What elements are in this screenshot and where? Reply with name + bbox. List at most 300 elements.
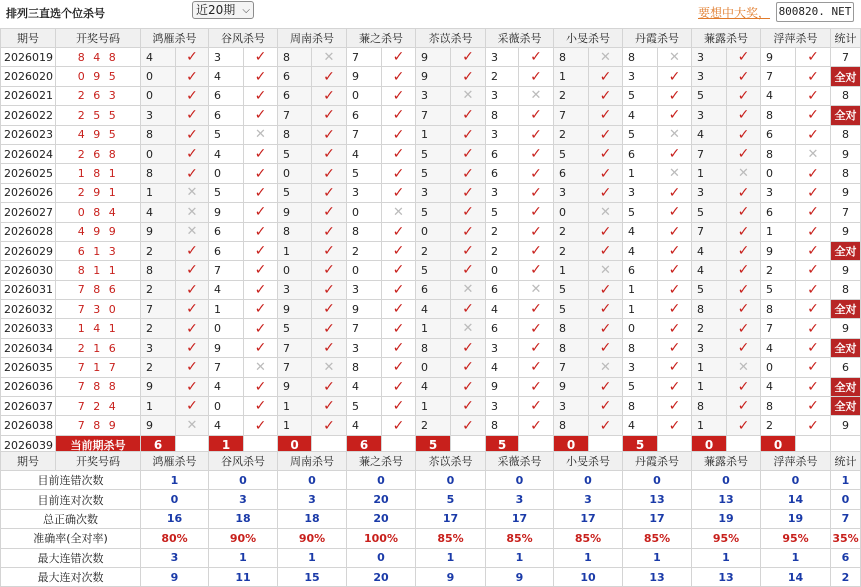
- summary-value: 20: [347, 509, 416, 528]
- period-cell: 2026024: [1, 144, 56, 163]
- kill-value-cell: 6: [416, 280, 451, 299]
- summary-value: 85%: [623, 529, 692, 548]
- summary-value: 18: [278, 509, 347, 528]
- cross-icon: ✕: [176, 222, 209, 241]
- kill-value-cell: 3: [486, 86, 519, 105]
- summary-row-label: 最大连对次数: [1, 567, 141, 586]
- table-row: [1, 48, 861, 67]
- draw-number-cell: 2 5 5: [56, 106, 141, 125]
- check-icon: ✓: [312, 416, 347, 435]
- column-header: 小旻杀号: [554, 29, 623, 48]
- kill-value-cell: 7: [209, 261, 244, 280]
- column-header: 蒹之杀号: [347, 29, 416, 48]
- kill-value-cell: 0: [486, 261, 519, 280]
- check-icon: ✓: [312, 222, 347, 241]
- current-kill-value: 5: [623, 435, 658, 454]
- summary-value: 1: [831, 471, 861, 490]
- check-icon: ✓: [382, 397, 416, 416]
- summary-value: 85%: [554, 529, 623, 548]
- period-cell: 2026036: [1, 377, 56, 396]
- check-icon: ✓: [244, 377, 278, 396]
- check-icon: ✓: [312, 338, 347, 357]
- kill-value-cell: 7: [141, 300, 176, 319]
- kill-value-cell: 5: [347, 397, 382, 416]
- kill-value-cell: 2: [141, 241, 176, 260]
- draw-number-cell: 2 6 3: [56, 86, 141, 105]
- check-icon: ✓: [727, 144, 761, 163]
- check-icon: ✓: [519, 67, 554, 86]
- summary-value: 17: [416, 509, 486, 528]
- draw-number-cell: 8 1 1: [56, 261, 141, 280]
- stat-cell: 全对: [831, 397, 861, 416]
- kill-value-cell: 3: [623, 67, 658, 86]
- cross-icon: ✕: [312, 358, 347, 377]
- kill-value-cell: 3: [278, 280, 312, 299]
- check-icon: ✓: [382, 319, 416, 338]
- summary-value: 95%: [692, 529, 761, 548]
- check-icon: ✓: [727, 300, 761, 319]
- check-icon: ✓: [727, 67, 761, 86]
- check-icon: ✓: [519, 203, 554, 222]
- check-icon: ✓: [519, 164, 554, 183]
- summary-value: 1: [416, 548, 486, 567]
- check-icon: ✓: [519, 241, 554, 260]
- check-icon: ✓: [658, 319, 692, 338]
- check-icon: ✓: [589, 241, 623, 260]
- check-icon: ✓: [658, 67, 692, 86]
- check-icon: ✓: [727, 203, 761, 222]
- kill-value-cell: 9: [416, 48, 451, 67]
- check-icon: ✓: [589, 106, 623, 125]
- check-icon: ✓: [244, 164, 278, 183]
- column-header: 鸿雁杀号: [141, 29, 209, 48]
- check-icon: ✓: [589, 319, 623, 338]
- cross-icon: ✕: [176, 416, 209, 435]
- check-icon: ✓: [176, 338, 209, 357]
- draw-number-cell: 0 9 5: [56, 67, 141, 86]
- period-cell: 2026035: [1, 358, 56, 377]
- check-icon: ✓: [244, 319, 278, 338]
- kill-value-cell: 0: [278, 261, 312, 280]
- stat-cell: 8: [831, 86, 861, 105]
- draw-number-cell: 6 1 3: [56, 241, 141, 260]
- check-icon: ✓: [658, 358, 692, 377]
- table-row: [1, 416, 861, 435]
- period-cell: 2026019: [1, 48, 56, 67]
- kill-value-cell: 9: [141, 222, 176, 241]
- check-icon: ✓: [451, 261, 486, 280]
- check-icon: ✓: [796, 164, 831, 183]
- kill-value-cell: 5: [554, 280, 589, 299]
- column-header: 统计: [831, 29, 861, 48]
- kill-value-cell: 4: [623, 241, 658, 260]
- kill-value-cell: 1: [623, 280, 658, 299]
- column-header: 期号: [1, 29, 56, 48]
- summary-value: 3: [278, 490, 347, 509]
- stat-cell: 全对: [831, 67, 861, 86]
- summary-value: 17: [554, 509, 623, 528]
- kill-value-cell: 3: [209, 48, 244, 67]
- kill-value-cell: 3: [486, 397, 519, 416]
- kill-value-cell: 8: [278, 125, 312, 144]
- draw-number-cell: 1 4 1: [56, 319, 141, 338]
- summary-value: 1: [623, 548, 692, 567]
- check-icon: ✓: [796, 319, 831, 338]
- kill-value-cell: 9: [416, 67, 451, 86]
- period-cell: 2026029: [1, 241, 56, 260]
- kill-value-cell: 7: [278, 358, 312, 377]
- kill-value-cell: 6: [209, 106, 244, 125]
- cross-icon: ✕: [176, 203, 209, 222]
- kill-value-cell: 5: [486, 203, 519, 222]
- check-icon: ✓: [244, 261, 278, 280]
- check-icon: ✓: [382, 241, 416, 260]
- summary-value: 10: [554, 567, 623, 586]
- table-row: [1, 280, 861, 299]
- draw-number-cell: 2 9 1: [56, 183, 141, 202]
- table-row: [1, 67, 861, 86]
- check-icon: ✓: [796, 416, 831, 435]
- kill-value-cell: 4: [416, 300, 451, 319]
- kill-value-cell: 8: [141, 261, 176, 280]
- kill-value-cell: 8: [692, 397, 727, 416]
- check-icon: ✓: [519, 397, 554, 416]
- top-bar: [0, 0, 854, 26]
- check-icon: ✓: [519, 338, 554, 357]
- check-icon: ✓: [796, 300, 831, 319]
- kill-value-cell: 6: [278, 86, 312, 105]
- summary-value: 17: [623, 509, 692, 528]
- kill-value-cell: 2: [141, 280, 176, 299]
- kill-value-cell: 4: [209, 67, 244, 86]
- check-icon: ✓: [796, 261, 831, 280]
- kill-value-cell: 4: [141, 203, 176, 222]
- cross-icon: ✕: [244, 358, 278, 377]
- cross-icon: ✕: [312, 48, 347, 67]
- check-icon: ✓: [589, 183, 623, 202]
- check-icon: ✓: [244, 241, 278, 260]
- kill-value-cell: 2: [761, 416, 796, 435]
- kill-value-cell: 4: [692, 125, 727, 144]
- summary-value: 13: [692, 567, 761, 586]
- kill-value-cell: 1: [141, 183, 176, 202]
- check-icon: ✓: [796, 338, 831, 357]
- summary-value: 9: [141, 567, 209, 586]
- check-icon: ✓: [519, 358, 554, 377]
- period-select[interactable]: [192, 1, 254, 19]
- check-icon: ✓: [589, 67, 623, 86]
- check-icon: ✓: [382, 280, 416, 299]
- kill-value-cell: 2: [554, 241, 589, 260]
- kill-value-cell: 6: [486, 144, 519, 163]
- kill-value-cell: 1: [554, 67, 589, 86]
- draw-number-cell: 7 3 0: [56, 300, 141, 319]
- check-icon: ✓: [589, 300, 623, 319]
- check-icon: ✓: [519, 300, 554, 319]
- check-icon: ✓: [176, 48, 209, 67]
- summary-value: 13: [692, 490, 761, 509]
- period-cell: 2026023: [1, 125, 56, 144]
- check-icon: ✓: [796, 183, 831, 202]
- stat-cell: 9: [831, 144, 861, 163]
- kill-value-cell: 2: [761, 261, 796, 280]
- column-header: 蒹之杀号: [347, 452, 416, 471]
- summary-row: [1, 529, 861, 548]
- kill-value-cell: 9: [761, 48, 796, 67]
- kill-value-cell: 4: [486, 358, 519, 377]
- check-icon: ✓: [727, 241, 761, 260]
- check-icon: ✓: [451, 183, 486, 202]
- kill-value-cell: 5: [209, 125, 244, 144]
- check-icon: ✓: [312, 106, 347, 125]
- column-header: 苶苡杀号: [416, 29, 486, 48]
- kill-value-cell: 9: [278, 300, 312, 319]
- summary-value: 0: [141, 490, 209, 509]
- kill-value-cell: 0: [416, 358, 451, 377]
- check-icon: ✓: [589, 144, 623, 163]
- kill-value-cell: 0: [141, 86, 176, 105]
- kill-value-cell: 9: [141, 377, 176, 396]
- summary-table: [0, 451, 861, 587]
- kill-value-cell: 5: [416, 203, 451, 222]
- check-icon: ✓: [244, 48, 278, 67]
- kill-value-cell: 5: [623, 203, 658, 222]
- table-row: [1, 397, 861, 416]
- kill-value-cell: 8: [761, 397, 796, 416]
- summary-row-label: 最大连错次数: [1, 548, 141, 567]
- period-cell: 2026020: [1, 67, 56, 86]
- period-cell: 2026026: [1, 183, 56, 202]
- table-row: [1, 338, 861, 357]
- kill-value-cell: 0: [209, 164, 244, 183]
- check-icon: ✓: [451, 67, 486, 86]
- kill-value-cell: 1: [209, 300, 244, 319]
- summary-value: 80%: [141, 529, 209, 548]
- check-icon: ✓: [727, 397, 761, 416]
- kill-value-cell: 0: [278, 164, 312, 183]
- period-cell: 2026034: [1, 338, 56, 357]
- check-icon: ✓: [451, 164, 486, 183]
- table-row: [1, 106, 861, 125]
- summary-value: 0: [761, 471, 831, 490]
- cross-icon: ✕: [796, 144, 831, 163]
- summary-value: 95%: [761, 529, 831, 548]
- table-header-row: [1, 29, 861, 48]
- check-icon: ✓: [176, 106, 209, 125]
- summary-value: 85%: [486, 529, 554, 548]
- check-icon: ✓: [727, 319, 761, 338]
- check-icon: ✓: [176, 377, 209, 396]
- kill-value-cell: 1: [692, 377, 727, 396]
- stat-cell: 全对: [831, 106, 861, 125]
- check-icon: ✓: [796, 203, 831, 222]
- check-icon: ✓: [176, 358, 209, 377]
- summary-row-label: 总正确次数: [1, 509, 141, 528]
- summary-value: 0: [416, 471, 486, 490]
- kill-value-cell: 0: [761, 358, 796, 377]
- check-icon: ✓: [796, 86, 831, 105]
- check-icon: ✓: [176, 397, 209, 416]
- kill-value-cell: 6: [209, 86, 244, 105]
- kill-value-cell: 8: [761, 106, 796, 125]
- check-icon: ✓: [451, 125, 486, 144]
- kill-value-cell: 3: [486, 125, 519, 144]
- check-icon: ✓: [312, 67, 347, 86]
- table-row: [1, 261, 861, 280]
- check-icon: ✓: [727, 261, 761, 280]
- kill-value-cell: 5: [554, 144, 589, 163]
- check-icon: ✓: [727, 416, 761, 435]
- kill-value-cell: 5: [623, 125, 658, 144]
- summary-value: 90%: [209, 529, 278, 548]
- summary-value: 15: [278, 567, 347, 586]
- check-icon: ✓: [244, 67, 278, 86]
- stat-cell: 7: [831, 203, 861, 222]
- summary-value: 0: [278, 471, 347, 490]
- column-header: 周南杀号: [278, 452, 347, 471]
- stat-cell: 全对: [831, 241, 861, 260]
- kill-value-cell: 5: [416, 144, 451, 163]
- kill-value-cell: 1: [278, 397, 312, 416]
- kill-value-cell: 8: [761, 144, 796, 163]
- table-row: [1, 183, 861, 202]
- summary-value: 19: [692, 509, 761, 528]
- column-header: 丹霞杀号: [623, 29, 692, 48]
- kill-value-cell: 3: [486, 48, 519, 67]
- summary-value: 100%: [347, 529, 416, 548]
- kill-value-cell: 8: [554, 416, 589, 435]
- check-icon: ✓: [519, 144, 554, 163]
- kill-value-cell: 2: [486, 241, 519, 260]
- check-icon: ✓: [589, 280, 623, 299]
- kill-value-cell: 7: [554, 106, 589, 125]
- check-icon: ✓: [244, 183, 278, 202]
- check-icon: ✓: [658, 241, 692, 260]
- check-icon: ✓: [451, 300, 486, 319]
- kill-value-cell: 3: [347, 183, 382, 202]
- check-icon: ✓: [451, 358, 486, 377]
- check-icon: ✓: [796, 106, 831, 125]
- kill-value-cell: 3: [692, 183, 727, 202]
- kill-value-cell: 8: [554, 319, 589, 338]
- kill-value-cell: 4: [623, 416, 658, 435]
- kill-value-cell: 7: [692, 222, 727, 241]
- stat-cell: 9: [831, 261, 861, 280]
- draw-number-cell: 7 2 4: [56, 397, 141, 416]
- kill-value-cell: 0: [141, 67, 176, 86]
- summary-row-label: 目前连错次数: [1, 471, 141, 490]
- kill-value-cell: 4: [209, 416, 244, 435]
- kill-value-cell: 1: [554, 261, 589, 280]
- check-icon: ✓: [727, 222, 761, 241]
- period-select-value: 近20期: [196, 3, 236, 17]
- table-row: [1, 241, 861, 260]
- cross-icon: ✕: [658, 125, 692, 144]
- summary-value: 11: [209, 567, 278, 586]
- kill-value-cell: 8: [554, 338, 589, 357]
- cross-icon: ✕: [244, 125, 278, 144]
- draw-number-cell: 2 6 8: [56, 144, 141, 163]
- cross-icon: ✕: [658, 48, 692, 67]
- summary-row-label: 目前连对次数: [1, 490, 141, 509]
- kill-value-cell: 4: [347, 416, 382, 435]
- summary-row-label: 准确率(全对率): [1, 529, 141, 548]
- summary-value: 20: [347, 567, 416, 586]
- kill-value-cell: 9: [209, 203, 244, 222]
- kill-value-cell: 6: [761, 125, 796, 144]
- kill-value-cell: 4: [347, 144, 382, 163]
- period-cell: 2026032: [1, 300, 56, 319]
- kill-value-cell: 6: [486, 319, 519, 338]
- check-icon: ✓: [519, 106, 554, 125]
- column-header: 谷风杀号: [209, 29, 278, 48]
- check-icon: ✓: [312, 203, 347, 222]
- period-cell: 2026022: [1, 106, 56, 125]
- column-header: 蒹露杀号: [692, 29, 761, 48]
- kill-value-cell: 0: [209, 397, 244, 416]
- check-icon: ✓: [382, 416, 416, 435]
- cross-icon: ✕: [519, 280, 554, 299]
- kill-value-cell: 4: [209, 377, 244, 396]
- kill-value-cell: 1: [623, 164, 658, 183]
- column-header: 小旻杀号: [554, 452, 623, 471]
- check-icon: ✓: [382, 106, 416, 125]
- check-icon: ✓: [312, 280, 347, 299]
- column-header: 采薇杀号: [486, 29, 554, 48]
- summary-value: 90%: [278, 529, 347, 548]
- kill-value-cell: 8: [486, 106, 519, 125]
- promo-link[interactable]: 要想中大奖，: [698, 6, 771, 20]
- kill-value-cell: 7: [347, 125, 382, 144]
- summary-row: [1, 490, 861, 509]
- kill-value-cell: 9: [347, 67, 382, 86]
- check-icon: ✓: [658, 397, 692, 416]
- kill-value-cell: 4: [209, 280, 244, 299]
- check-icon: ✓: [796, 125, 831, 144]
- check-icon: ✓: [312, 125, 347, 144]
- check-icon: ✓: [382, 300, 416, 319]
- check-icon: ✓: [658, 183, 692, 202]
- cross-icon: ✕: [382, 203, 416, 222]
- period-cell: 2026037: [1, 397, 56, 416]
- kill-value-cell: 3: [554, 397, 589, 416]
- draw-number-cell: 8 4 8: [56, 48, 141, 67]
- check-icon: ✓: [382, 144, 416, 163]
- period-cell: 2026033: [1, 319, 56, 338]
- summary-value: 17: [486, 509, 554, 528]
- check-icon: ✓: [244, 144, 278, 163]
- check-icon: ✓: [451, 144, 486, 163]
- summary-value: 3: [486, 490, 554, 509]
- cross-icon: ✕: [589, 48, 623, 67]
- kill-value-cell: 8: [623, 397, 658, 416]
- kill-number-table: [0, 28, 861, 455]
- check-icon: ✓: [244, 86, 278, 105]
- check-icon: ✓: [451, 377, 486, 396]
- check-icon: ✓: [727, 48, 761, 67]
- current-kill-value: 0: [692, 435, 727, 454]
- check-icon: ✓: [451, 397, 486, 416]
- table-row: [1, 222, 861, 241]
- kill-value-cell: 9: [761, 241, 796, 260]
- kill-value-cell: 1: [278, 416, 312, 435]
- kill-value-cell: 0: [347, 86, 382, 105]
- check-icon: ✓: [658, 222, 692, 241]
- check-icon: ✓: [451, 416, 486, 435]
- kill-value-cell: 5: [278, 319, 312, 338]
- column-header: 周南杀号: [278, 29, 347, 48]
- check-icon: ✓: [519, 183, 554, 202]
